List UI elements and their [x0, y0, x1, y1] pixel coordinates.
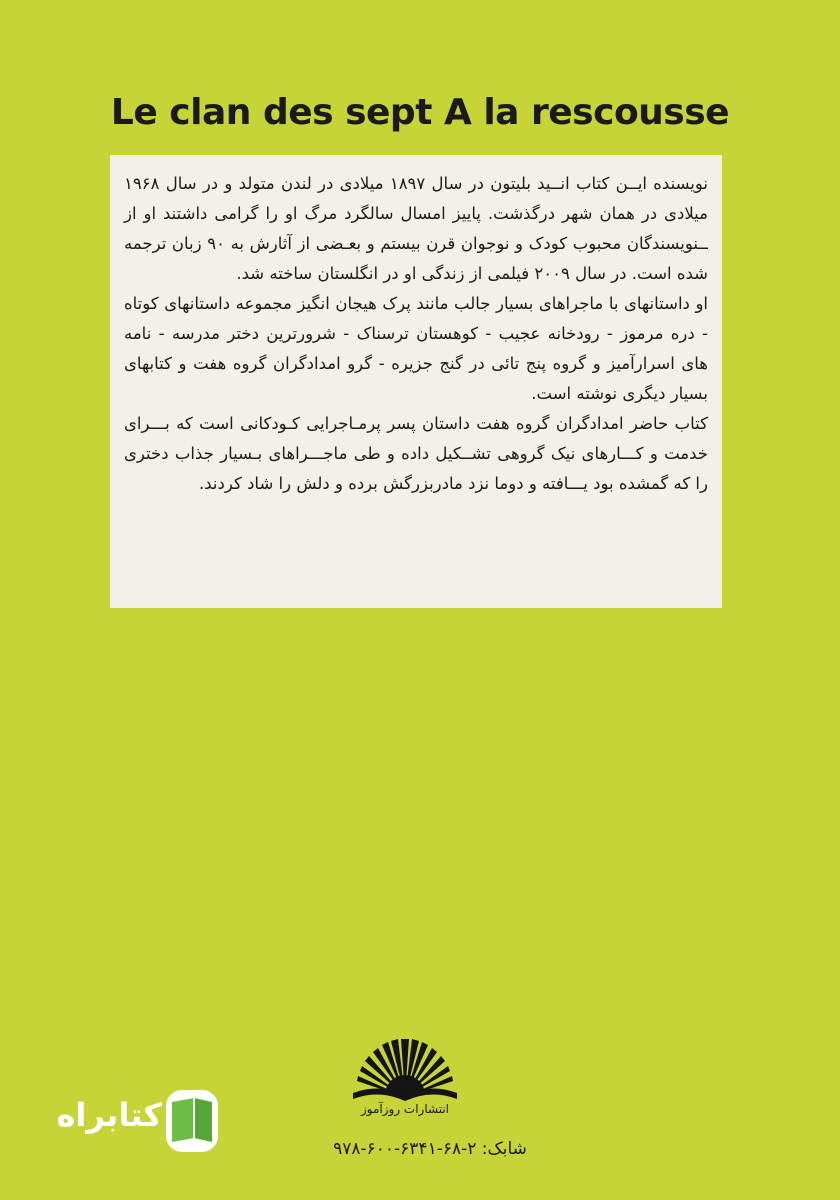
blurb-paragraph-book: کتاب حاضر امدادگران گروه هفت داستان پسر پرمـاجرایی کـودکانی است که بـــرای خدمت و کـــارهای نیک گروهی تشــکیل داده و طی ماجـــراهای بـسیار جذاب دختری را که گمشده بود یـــافته و دوما نزد مادربزرگش برده و دلش را شاد کردند. [124, 414, 708, 493]
brand-name: کتابراه [56, 1096, 162, 1134]
ketabrah-logo-icon [164, 1088, 220, 1154]
publisher-name: انتشارات روزآموز [360, 1102, 450, 1116]
blurb-text [124, 169, 708, 499]
blurb-paragraph-author: نویسنده ایــن کتاب انــید بلیتون در سال ۱۸۹۷ میلادی در لندن متولد و در سال ۱۹۶۸ میلادی در همان شهر درگذشت. پاییز امسال سالگرد مرگ او را گرامی داشتند او از ــنویسندگان محبوب کودک و نوجوان قرن بیستم و بعـضی از آثارش به ۹۰ زبان ترجمه شده است. در سال ۲۰۰۹ فیلمی از زندگی او در انگلستان ساخته شد. [124, 174, 709, 283]
isbn-label: شابک: ۲-۶۸-۶۳۴۱-۶۰۰-۹۷۸ [333, 1139, 527, 1159]
ketabrah-brand [36, 1088, 226, 1158]
book-title: Le clan des sept A la rescousse [110, 92, 730, 133]
blurb-box [110, 155, 722, 608]
blurb-paragraph-works: او داستانهای با ماجراهای بسیار جالب مانند پرک هیجان انگیز مجموعه داستانهای کوتاه - دره مرموز - رودخانه عجیب - کوهستان ترسناک - شرورترین دختر مدرسه - نامه های اسرارآمیز و گروه پنج تائی در گنج جزیره - گرو امدادگران گروه هفت و کتابهای بسیار دیگری نوشته است. [124, 294, 708, 403]
